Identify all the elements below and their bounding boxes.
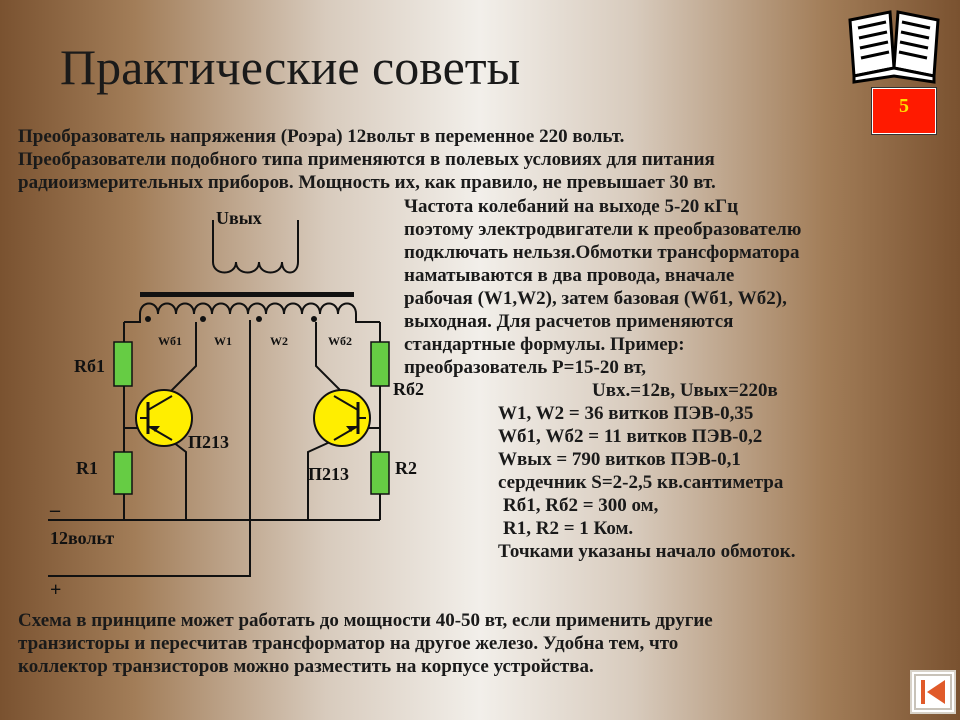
winding-start-dot [145, 316, 151, 322]
right-line-4: наматываются в два провода, вначале [404, 265, 735, 286]
param-dots-note: Точками указаны начало обмоток. [498, 541, 796, 562]
transistor-left [136, 390, 192, 446]
bottom-line-2: транзисторы и пересчитав трансформатор на другое железо. Удобна тем, что [18, 633, 679, 654]
param-rb: Rб1, Rб2 = 300 ом, [503, 495, 659, 516]
transistor-left-label: П213 [188, 432, 230, 452]
bottom-line-3: коллектор транзисторов можно разместить на корпусе устройства. [18, 656, 594, 677]
intro-line-2: Преобразователи подобного типа применяются в полевых условиях для питания [18, 149, 715, 170]
bottom-line-1: Схема в принципе может работать до мощности 40-50 вт, если применить другие [18, 610, 713, 631]
param-core: сердечник S=2-2,5 кв.сантиметра [498, 472, 784, 493]
page-title: Практические советы [60, 39, 521, 95]
output-voltage-label: Uвых [216, 208, 262, 228]
param-w1-w2: W1, W2 = 36 витков ПЭВ-0,35 [498, 403, 754, 424]
right-line-7: стандартные формулы. Пример: [404, 334, 685, 355]
first-slide-button[interactable] [910, 670, 956, 714]
first-slide-icon [912, 672, 954, 712]
winding-start-dot [256, 316, 262, 322]
param-voltages: Uвх.=12в, Uвых=220в [592, 380, 778, 401]
right-line-6: выходная. Для расчетов применяются [404, 311, 734, 332]
plus-terminal-label: + [50, 579, 62, 601]
resistor-r2 [371, 452, 389, 494]
minus-terminal-label: – [50, 499, 60, 521]
winding-start-dot [200, 316, 206, 322]
param-r: R1, R2 = 1 Ком. [503, 518, 634, 539]
right-line-5: рабочая (W1,W2), затем базовая (Wб1, Wб2), [404, 288, 787, 309]
converter-circuit-diagram [0, 190, 424, 601]
right-line-8: преобразователь Р=15-20 вт, [404, 357, 647, 378]
resistor-rb2-label: Rб2 [393, 379, 424, 399]
resistor-rb1 [114, 342, 132, 386]
resistor-r1 [114, 452, 132, 494]
resistor-rb1-label: Rб1 [74, 356, 105, 376]
winding-start-dot [311, 316, 317, 322]
transistor-right [314, 390, 370, 446]
transformer-core [140, 292, 354, 297]
resistor-r1-label: R1 [76, 458, 98, 478]
transistor-right-label: П213 [308, 464, 350, 484]
primary-winding [124, 304, 380, 323]
supply-voltage-label: 12вольт [50, 528, 115, 548]
open-book-icon [846, 6, 942, 86]
resistor-rb2 [371, 342, 389, 386]
slide-number-badge: 5 [872, 88, 936, 134]
right-line-1: Частота колебаний на выходе 5-20 кГц [404, 196, 739, 217]
intro-line-1: Преобразователь напряжения (Роэра) 12вольт в переменное 220 вольт. [18, 126, 625, 147]
right-line-2: поэтому электродвигатели к преобразователю [404, 219, 802, 240]
winding-label-wb1: Wб1 [158, 334, 182, 348]
winding-label-w1: W1 [214, 334, 232, 348]
winding-label-wb2: Wб2 [328, 334, 352, 348]
param-wb: Wб1, Wб2 = 11 витков ПЭВ-0,2 [498, 426, 763, 447]
right-line-3: подключать нельзя.Обмотки трансформатора [404, 242, 800, 263]
intro-line-3: радиоизмерительных приборов. Мощность их, как правило, не превышает 30 вт. [18, 172, 716, 193]
winding-label-w2: W2 [270, 334, 288, 348]
param-wout: Wвых = 790 витков ПЭВ-0,1 [498, 449, 741, 470]
resistor-r2-label: R2 [395, 458, 417, 478]
